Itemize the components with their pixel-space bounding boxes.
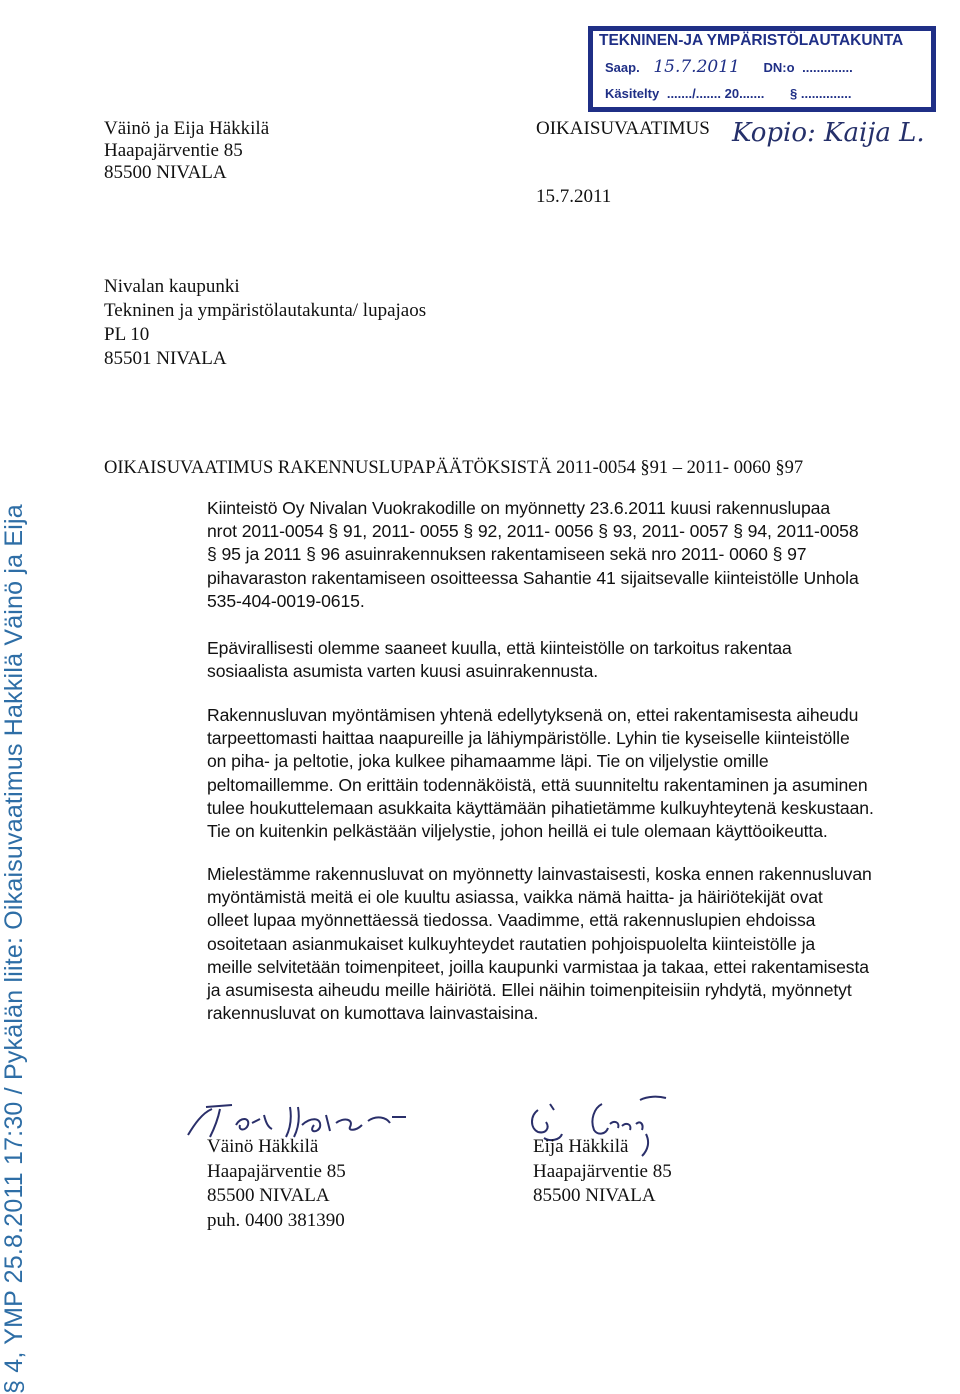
side-margin-reference: § 4, YMP 25.8.2011 17:30 / Pykälän liite: Oikaisuvaatimus Hakkilä Väinö ja Eija bbox=[0, 504, 28, 1394]
paragraph-line: pihavaraston rakentamiseen osoitteessa Sahantie 41 sijaitsevalle kiinteistölle Unhola bbox=[207, 567, 859, 588]
signature-right bbox=[533, 1135, 672, 1209]
document-date: 15.7.2011 bbox=[536, 186, 612, 207]
paragraph-line: meille selvitetään toimenpiteet, joilla kaupunki varmistaa ja takaa, ettei rakentamisesta bbox=[207, 956, 869, 977]
paragraph-line: rakennusluvat on kumottava lainvastaisina. bbox=[207, 1003, 539, 1024]
stamp-kasitelty-label: Käsitelty bbox=[605, 86, 660, 101]
paragraph-line: Tie on kuitenkin pelkästään viljelystie, johon heillä ei tule olemaan käyttöoikeutta. bbox=[207, 820, 828, 841]
paragraph-informal bbox=[207, 637, 792, 683]
stamp-saap-value: 15.7.2011 bbox=[653, 57, 740, 77]
sender-city: 85500 NIVALA bbox=[104, 162, 227, 183]
recipient-line-3: PL 10 bbox=[104, 324, 150, 345]
paragraph-line: Mielestämme rakennusluvat on myönnetty lainvastaisesti, koska ennen rakennusluvan bbox=[207, 864, 872, 884]
stamp-kasitelty-value: ......./....... 20....... bbox=[666, 86, 765, 101]
paragraph-demand bbox=[207, 863, 872, 1025]
recipient-line-2: Tekninen ja ympäristölautakunta/ lupajaos bbox=[104, 300, 427, 321]
signature-left bbox=[207, 1135, 346, 1233]
signer-street: Haapajärventie 85 bbox=[533, 1160, 672, 1182]
paragraph-line: olleet lupaa myönnettäessä tiedossa. Vaadimme, että rakennuslupien ehdoissa bbox=[207, 910, 816, 931]
signer-name: Väinö Häkkilä bbox=[207, 1136, 319, 1157]
signer-name: Eija Häkkilä bbox=[533, 1136, 629, 1157]
stamp-saap-label: Saap. bbox=[605, 60, 640, 75]
stamp-dno-label: DN:o bbox=[763, 60, 795, 75]
paragraph-line: myöntämistä meitä ei ole kuultu asiassa, vaikka nämä haitta- ja häiriötekijät ovat bbox=[207, 887, 823, 908]
paragraph-line: Epävirallisesti olemme saaneet kuulla, että kiinteistölle on tarkoitus rakentaa bbox=[207, 638, 792, 658]
signer-city: 85500 NIVALA bbox=[207, 1185, 330, 1206]
paragraph-line: Kiinteistö Oy Nivalan Vuokrakodille on myönnetty 23.6.2011 kuusi rakennuslupaa bbox=[207, 498, 831, 518]
received-stamp bbox=[588, 26, 936, 112]
signer-phone: puh. 0400 381390 bbox=[207, 1209, 345, 1231]
stamp-received-row bbox=[605, 57, 853, 77]
paragraph-line: § 95 ja 2011 § 96 asuinrakennuksen rakentamiseen sekä nro 2011- 0060 § 97 bbox=[207, 544, 807, 565]
paragraph-road-access bbox=[207, 704, 874, 843]
paragraph-permits bbox=[207, 497, 859, 613]
stamp-section-dots: .............. bbox=[800, 86, 852, 101]
signer-city: 85500 NIVALA bbox=[533, 1185, 656, 1206]
paragraph-line: tulee houkuttelemaan asukkaita käyttämään pihatietämme kulkuyhteytenä keskustaan. bbox=[207, 797, 874, 818]
stamp-title: TEKNINEN-JA YMPÄRISTÖLAUTAKUNTA bbox=[599, 32, 904, 49]
recipient-address bbox=[104, 275, 426, 371]
paragraph-line: sosiaalista asumista varten kuusi asuinrakennusta. bbox=[207, 661, 599, 682]
document-type: OIKAISUVAATIMUS bbox=[536, 118, 710, 139]
sender-address bbox=[104, 118, 269, 184]
recipient-line-1: Nivalan kaupunki bbox=[104, 276, 240, 297]
stamp-section-label: § bbox=[790, 86, 798, 101]
sender-street: Haapajärventie 85 bbox=[104, 140, 243, 161]
paragraph-line: ja asumisesta aiheudu meille häiriötä. Ellei näihin toimenpiteisiin ryhdytä, myönnetyt bbox=[207, 979, 852, 1000]
paragraph-line: tarpeettomasti haittaa naapureille ja lähiympäristölle. Lyhin tie kyseiselle kiinteistölle bbox=[207, 728, 850, 749]
paragraph-line: on piha- ja peltotie, joka kulkee pihamaamme läpi. Tie on viljelystie omille bbox=[207, 751, 769, 772]
stamp-processed-row bbox=[605, 86, 851, 101]
recipient-line-4: 85501 NIVALA bbox=[104, 348, 227, 369]
paragraph-line: 535-404-0019-0615. bbox=[207, 590, 365, 611]
paragraph-line: osoitetaan asianmukaiset kulkuyhteydet rautatien pohjoispuolelta kiinteistölle ja bbox=[207, 933, 816, 954]
handwritten-copy-note: Kopio: Kaija L. bbox=[732, 118, 925, 148]
signer-street: Haapajärventie 85 bbox=[207, 1160, 346, 1182]
paragraph-line: nrot 2011-0054 § 91, 2011- 0055 § 92, 2011- 0056 § 93, 2011- 0057 § 94, 2011-0058 bbox=[207, 521, 859, 542]
sender-name: Väinö ja Eija Häkkilä bbox=[104, 118, 270, 139]
paragraph-line: peltomaillemme. On erittäin todennäköistä, että suunniteltu rakentaminen ja asuminen bbox=[207, 774, 868, 795]
paragraph-line: Rakennusluvan myöntämisen yhtenä edellytyksenä on, ettei rakentamisesta aiheudu bbox=[207, 705, 859, 725]
stamp-dno-dots: .............. bbox=[802, 60, 853, 75]
subject-line: OIKAISUVAATIMUS RAKENNUSLUPAPÄÄTÖKSISTÄ 2011-0054 §91 – 2011- 0060 §97 bbox=[104, 458, 804, 478]
